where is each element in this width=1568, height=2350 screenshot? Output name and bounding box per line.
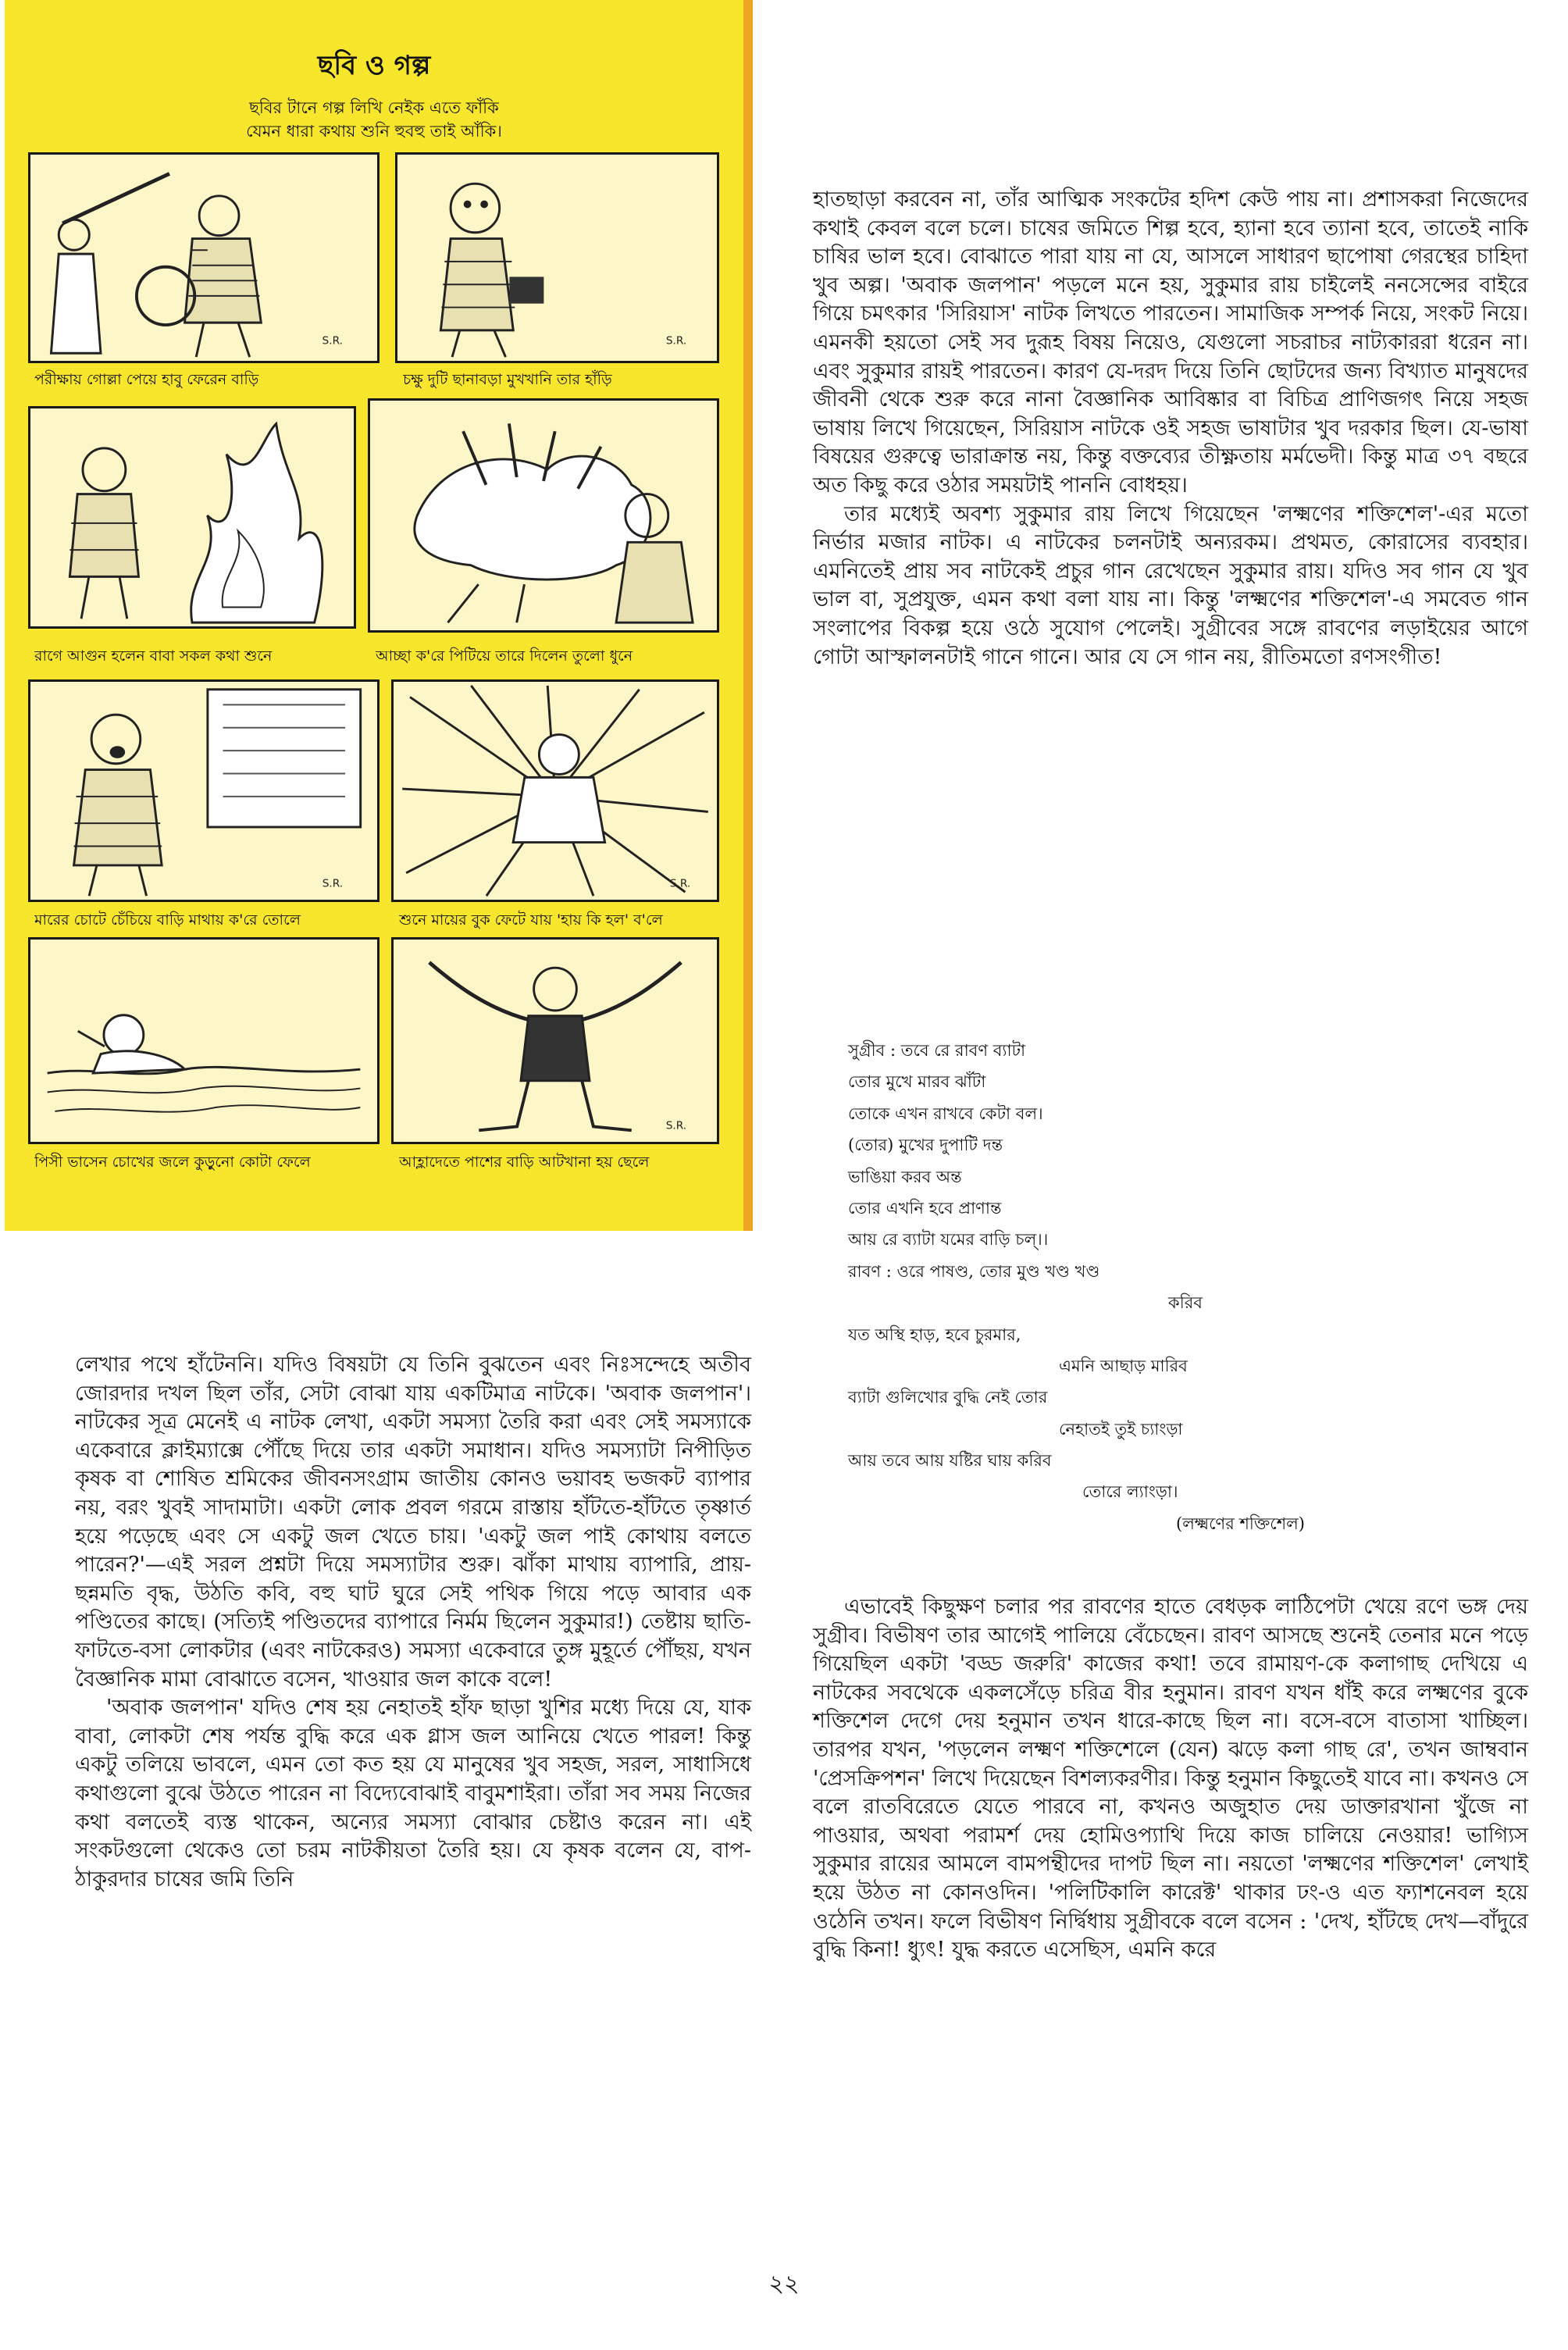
- comic-verse-line: যেমন ধারা কথায় শুনি হুবহু তাই আঁকি।: [246, 122, 502, 141]
- panel-caption: মারের চোটে চেঁচিয়ে বাড়ি মাথায় ক'রে তোলে: [34, 911, 301, 929]
- verse-line: করিব: [1168, 1293, 1203, 1313]
- aunt-crying-sketch: [30, 940, 377, 1142]
- panel-caption: রাগে আগুন হলেন বাবা সকল কথা শুনে: [34, 647, 273, 665]
- artist-initials: S.R.: [665, 1119, 687, 1132]
- page-number: ২২: [768, 2270, 800, 2298]
- verse-line: আয় রে ব্যাটা যমের বাড়ি চল্।।: [848, 1230, 1049, 1250]
- article-column-right-top: [813, 186, 1528, 672]
- comic-panel-5: [28, 679, 380, 902]
- angry-father-fire-sketch: [30, 408, 354, 626]
- paragraph: 'অবাক জলপান' যদিও শেষ হয় নেহাতই হাঁফ ছাড়া খুশির মধ্যে দিয়ে যে, যাক বাবা, লোকটা শেষ পর্যন্ত বুদ্ধি করে এক গ্লাস জল আনিয়ে খেতে পারল! কিন্তু একটু তলিয়ে ভাবলে, এমন তো কত হয় যে মানুষের খুব সহজ, সরল, সাধাসিধে কথাগুলো বুঝে উঠতে পারেন না বিদ্যেবোঝাই বাবুমশাইরা। তাঁরা সব সময় নিজের কথা বলতেই ব্যস্ত থাকেন, অন্যের সমস্যা বোঝার চেষ্টাও করেন না। এই সংকটগুলো থেকেও তো চরম নাটকীয়তা তৈরি হয়। যে কৃষক বলেন যে, বাপ-ঠাকুরদার চাষের জমি তিনি: [75, 1696, 751, 1892]
- panel-caption: আচ্ছা ক'রে পিটিয়ে তারে দিলেন তুলো ধুনে: [376, 647, 633, 665]
- paragraph: লেখার পথে হাঁটেননি। যদিও বিষয়টা যে তিনি বুঝতেন এবং নিঃসন্দেহে অতীব জোরদার দখল ছিল তাঁর, সেটা বোঝা যায় একটিমাত্র নাটকে। 'অবাক জলপান'। নাটকের সূত্র মেনেই এ নাটক লেখা, একটা সমস্যা তৈরি করা এবং সেই সমস্যাকে একেবারে ক্লাইম্যাক্সে পৌঁছে দিয়ে তার একটা সমাধান। যদিও সমস্যাটা নিপীড়িত কৃষক বা শোষিত শ্রমিকের জীবনসংগ্রাম জাতীয় কোনও ভয়াবহ ভজকট ব্যাপার নয়, বরং খুবই সাদামাটা। একটা লোক প্রবল গরমে রাস্তায় হাঁটতে-হাঁটতে তৃষ্ণার্ত হয়ে পড়েছে এবং সে একটু জল খেতে চায়। 'একটু জল পাই কোথায় বলতে পারেন?'—এই সরল প্রশ্নটা দিয়ে সমস্যাটার শুরু। ঝাঁকা মাথায় ব্যাপারি, প্রায়-ছন্নমতি বৃদ্ধ, উঠতি কবি, বহু ঘাট ঘুরে সেই পথিক গিয়ে পড়ে আবার এক পণ্ডিতের কাছে। (সত্যিই পণ্ডিতদের ব্যাপারে নির্মম ছিলেন সুকুমার!) তেষ্টায় ছাতি-ফাটতে-বসা লোকটার (এবং নাটকেরও) সমস্যা একেবারে তুঙ্গ মুহূর্তে পৌঁছয়, যখন বৈজ্ঞানিক মামা বোঝাতে বসেন, খাওয়ার জল কাকে বলে!: [75, 1353, 751, 1692]
- song-excerpt: [848, 1035, 1441, 1539]
- comic-panel-6: [391, 679, 719, 902]
- panel-caption: পিসী ভাসেন চোখের জলে কুড়ুনো কোটা ফেলে: [34, 1154, 311, 1171]
- panel-caption: শুনে মায়ের বুক ফেটে যায় 'হায় কি হল' ব'লে: [399, 911, 663, 929]
- artist-initials: S.R.: [669, 877, 691, 890]
- verse-line: ব্যাটা গুলিখোর বুদ্ধি নেই তোর: [848, 1388, 1048, 1407]
- verse-line: যত অস্থি হাড়, হবে চুরমার,: [848, 1325, 1021, 1344]
- verse-line: রাবণ : ওরে পাষণ্ড, তোর মুণ্ড খণ্ড খণ্ড: [848, 1261, 1100, 1281]
- comic-illustration: [5, 0, 753, 1231]
- verse-line: নেহাতই তুই চ্যাংড়া: [1059, 1419, 1183, 1439]
- boy-jubilant-sketch: [394, 940, 717, 1142]
- comic-title: ছবি ও গল্প: [317, 50, 431, 81]
- verse-line: এমনি আছাড় মারিব: [1059, 1356, 1188, 1375]
- mother-heartbreak-sketch: [394, 682, 717, 900]
- comic-panel-1: [28, 152, 380, 363]
- teacher-and-boy-sketch: [30, 155, 377, 361]
- boy-screaming-sketch: [30, 682, 377, 900]
- verse-line: তোর মুখে মারব ঝাঁটা: [848, 1072, 986, 1092]
- verse-source: (লক্ষ্মণের শক্তিশেল): [1176, 1514, 1305, 1533]
- boy-shocked-sketch: [397, 155, 717, 361]
- panel-caption: আহ্লাদেতে পাশের বাড়ি আটখানা হয় ছেলে: [399, 1154, 650, 1171]
- verse-line: (তোর) মুখের দুপাটি দন্ত: [848, 1136, 1003, 1155]
- article-column-right-bottom: [813, 1593, 1528, 1965]
- verse-line: তোর এখনি হবে প্রাণান্ত: [848, 1198, 1002, 1218]
- paragraph: তার মধ্যেই অবশ্য সুকুমার রায় লিখে গিয়েছেন 'লক্ষ্মণের শক্তিশেল'-এর মতো নির্ভার মজার নাটক। এ নাটকের চলনটাই অন্যরকম। প্রথমত, কোরাসের ব্যবহার। এমনিতেই প্রায় সব নাটকেই প্রচুর গান রেখেছেন সুকুমার রায়। যদিও সব গান যে খুব ভাল বা, সুপ্রযুক্ত, এমন কথা বলা যায় না। কিন্তু 'লক্ষ্মণের শক্তিশেল'-এ সমবেত গান সংলাপের বিকল্প হয়ে ওঠে সুযোগ পেলেই। সুগ্রীবের সঙ্গে রাবণের লড়াইয়ের আগে গোটা আস্ফালনটাই গানে গানে। আর যে সে গান নয়, রীতিমতো রণসংগীত!: [813, 501, 1528, 669]
- beating-scene-sketch: [370, 401, 717, 630]
- comic-panel-4: [368, 398, 719, 633]
- verse-line: তোরে ল্যাংড়া।: [1082, 1482, 1178, 1502]
- paragraph: এভাবেই কিছুক্ষণ চলার পর রাবণের হাতে বেধড়ক লাঠিপেটা খেয়ে রণে ভঙ্গ দেয় সুগ্রীব। বিভীষণ তার আগেই পালিয়ে বেঁচেছেন। রাবণ আসছে শুনেই তেনার মনে পড়ে গিয়েছিল একটা 'বড্ড জরুরি' কাজের কথা! তবে রামায়ণ-কে কলাগাছ দেখিয়ে এ নাটকের সবথেকে একলসেঁড়ে চরিত্র বীর হনুমান। রাবণ যখন ধাঁই করে লক্ষ্মণের বুকে শক্তিশেল দেগে দেয় হনুমান তখন ধারে-কাছে ছিল না। বসে-বসে বাতাসা খাচ্ছিল। তারপর যখন, 'পড়লেন লক্ষ্মণ শক্তিশেলে (যেন) ঝড়ে কলা গাছ রে', তখন জাম্ববান 'প্রেসক্রিপশন' লিখে দিয়েছেন বিশল্যকরণীর। কিন্তু হনুমান কিছুতেই যাবে না। কখনও সে বলে রাতবিরেতে যেতে পারবে না, কখনও অজুহাত দেয় ডাক্তারখানা খুঁজে না পাওয়ার, অথবা পরামর্শ দেয় হোমিওপ্যাথি দিয়ে কাজ চালিয়ে নেওয়ার! ভাগ্যিস সুকুমার রায়ের আমলে বামপন্থীদের দাপট ছিল না। নয়তো 'লক্ষ্মণের শক্তিশেল' লেখাই হয়ে উঠত না কোনওদিন। 'পলিটিকালি কারেক্ট' থাকার ঢং-ও এত ফ্যাশনেবল হয়ে ওঠেনি তখন। ফলে বিভীষণ নির্দ্বিধায় সুগ্রীবকে বলে বসেন : 'দেখ, হাঁটছে দেখ—বাঁদুরে বুদ্ধি কিনা! ধ্যুৎ! যুদ্ধ করতে এসেছিস, এমনি করে: [813, 1595, 1528, 1963]
- comic-panel-2: [395, 152, 719, 363]
- artist-initials: S.R.: [322, 877, 344, 890]
- verse-line: ভাঙিয়া করব অন্ত: [848, 1167, 962, 1186]
- comic-panel-3: [28, 406, 356, 629]
- verse-line: আয় তবে আয় যষ্টির ঘায় করিব: [848, 1451, 1052, 1471]
- verse-line: সুগ্রীব : তবে রে রাবণ ব্যাটা: [848, 1041, 1026, 1060]
- artist-initials: S.R.: [665, 334, 687, 348]
- article-column-left-bottom: [75, 1351, 751, 1894]
- panel-caption: পরীক্ষায় গোল্লা পেয়ে হাবু ফেরেন বাড়ি: [34, 371, 259, 388]
- panel-caption: চক্ষু দুটি ছানাবড়া মুখখানি তার হাঁড়ি: [403, 371, 612, 388]
- artist-initials: S.R.: [322, 334, 343, 348]
- comic-panel-7: [28, 937, 380, 1144]
- paragraph: হাতছাড়া করবেন না, তাঁর আত্মিক সংকটের হদিশ কেউ পায় না। প্রশাসকরা নিজেদের কথাই কেবল বলে চলে। চাষের জমিতে শিল্প হবে, হ্যানা হবে ত্যানা হবে, তাতেই নাকি চাষির ভাল হবে। বোঝাতে পারা যায় না যে, আসলে সাধারণ ছাপোষা গেরস্থের চাহিদা খুব অল্প। 'অবাক জলপান' পড়লে মনে হয়, সুকুমার রায় চাইলেই ননসেন্সের বাইরে গিয়ে চমৎকার 'সিরিয়াস' নাটক লিখতে পারতেন। সামাজিক সম্পর্ক নিয়ে, সংকট নিয়ে। এমনকী হয়তো সেই সব দুরূহ বিষয় নিয়েও, যেগুলো সচরাচর নাট্যকাররা ধরেন না। এবং সুকুমার রায়ই পারতেন। কারণ যে-দরদ দিয়ে তিনি ছোটদের জন্য বিখ্যাত মানুষদের জীবনী থেকে শুরু করে নানা বৈজ্ঞানিক আবিষ্কার বা বিচিত্র প্রাণিজগৎ নিয়ে সহজ ভাষায় লিখে গিয়েছেন, সিরিয়াস নাটকে ওই সহজ ভাষাটার খুব দরকার ছিল। যে-ভাষা বিষয়ের গুরুত্বে ভারাক্রান্ত নয়, কিন্তু বক্তব্যের তীক্ষ্ণতায় মর্মভেদী। কিন্তু মাত্র ৩৭ বছরে অত কিছু করে ওঠার সময়টাই পাননি বোধহয়।: [813, 187, 1528, 497]
- verse-line: তোকে এখন রাখবে কেটা বল।: [848, 1104, 1043, 1123]
- comic-panel-8: [391, 937, 719, 1144]
- comic-verse-line: ছবির টানে গল্প লিখি নেইক এতে ফাঁকি: [249, 98, 499, 117]
